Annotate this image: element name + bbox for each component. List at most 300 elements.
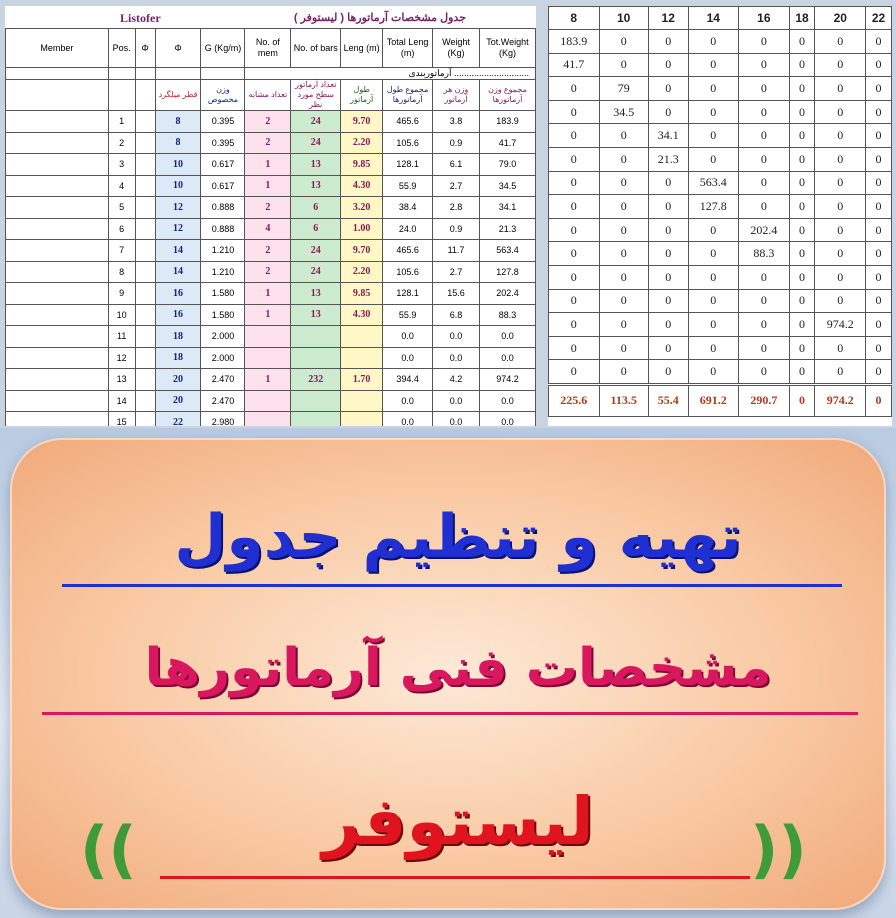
total-length-cell: 465.6 bbox=[383, 111, 433, 133]
length-cell: 1.70 bbox=[341, 369, 383, 391]
weight-value-cell: 0 bbox=[648, 289, 688, 313]
weight-value-cell: 0 bbox=[688, 242, 739, 266]
header-cell: G (Kg/m) bbox=[201, 29, 245, 68]
unit-weight-cell: 2.470 bbox=[201, 369, 245, 391]
header-cell: No. of bars bbox=[291, 29, 341, 68]
total-weight-cell: 41.7 bbox=[479, 132, 535, 154]
weight-value-cell: 0 bbox=[739, 289, 790, 313]
phi-cell bbox=[135, 218, 155, 240]
total-length-cell: 128.1 bbox=[383, 154, 433, 176]
weight-cell: 2.8 bbox=[433, 197, 480, 219]
fa-header-row bbox=[6, 80, 536, 111]
weights-row bbox=[549, 30, 892, 54]
header-cell: Φ bbox=[155, 29, 201, 68]
table-row bbox=[6, 197, 536, 219]
weight-value-cell: 0 bbox=[549, 218, 600, 242]
weight-value-cell: 0 bbox=[866, 218, 892, 242]
weight-value-cell: 0 bbox=[789, 100, 815, 124]
weight-value-cell: 0 bbox=[789, 218, 815, 242]
total-length-cell: 465.6 bbox=[383, 240, 433, 262]
total-weight-cell: 0.0 bbox=[479, 326, 535, 348]
weight-value-cell: 0 bbox=[789, 313, 815, 337]
weight-value-cell: 0 bbox=[599, 265, 648, 289]
weight-value-cell: 0 bbox=[688, 336, 739, 360]
unit-weight-cell: 1.210 bbox=[201, 261, 245, 283]
fa-header-cell: طول آرماتور bbox=[341, 80, 383, 111]
total-cell: 290.7 bbox=[739, 384, 790, 416]
table-row bbox=[6, 369, 536, 391]
weight-value-cell: 0 bbox=[549, 265, 600, 289]
weight-value-cell: 0 bbox=[648, 265, 688, 289]
weight-value-cell: 0 bbox=[599, 313, 648, 337]
total-length-cell: 0.0 bbox=[383, 390, 433, 412]
weights-row bbox=[549, 336, 892, 360]
weight-cell: 2.7 bbox=[433, 175, 480, 197]
length-cell: 4.30 bbox=[341, 175, 383, 197]
length-cell bbox=[341, 412, 383, 427]
diameter-header-cell: 16 bbox=[739, 7, 790, 30]
fa-header-cell: تعداد آرماتور سطح مورد نظر bbox=[291, 80, 341, 111]
total-length-cell: 24.0 bbox=[383, 218, 433, 240]
diameter-cell: 10 bbox=[155, 154, 201, 176]
diameter-cell: 16 bbox=[155, 283, 201, 305]
member-cell bbox=[6, 154, 109, 176]
weights-row bbox=[549, 195, 892, 219]
header-cell: Total Leng (m) bbox=[383, 29, 433, 68]
length-cell bbox=[341, 390, 383, 412]
table-row bbox=[6, 175, 536, 197]
no-of-mem-cell: 1 bbox=[245, 175, 291, 197]
weight-value-cell: 0 bbox=[789, 30, 815, 54]
weight-value-cell: 0 bbox=[549, 171, 600, 195]
member-cell bbox=[6, 412, 109, 427]
no-of-bars-cell: 6 bbox=[291, 197, 341, 219]
weight-value-cell: 0 bbox=[648, 242, 688, 266]
pos-cell: 8 bbox=[108, 261, 135, 283]
weight-value-cell: 0 bbox=[815, 289, 866, 313]
diameter-header-cell: 12 bbox=[648, 7, 688, 30]
weight-value-cell: 0 bbox=[789, 360, 815, 385]
unit-weight-cell: 2.000 bbox=[201, 326, 245, 348]
no-of-mem-cell: 1 bbox=[245, 283, 291, 305]
weight-value-cell: 0 bbox=[866, 313, 892, 337]
no-of-mem-cell: 2 bbox=[245, 240, 291, 262]
table-row bbox=[6, 261, 536, 283]
weight-value-cell: 0 bbox=[599, 360, 648, 385]
weight-value-cell: 0 bbox=[688, 124, 739, 148]
diameter-cell: 22 bbox=[155, 412, 201, 427]
weight-value-cell: 0 bbox=[648, 77, 688, 101]
length-cell: 1.00 bbox=[341, 218, 383, 240]
pos-cell: 9 bbox=[108, 283, 135, 305]
banner-area bbox=[0, 428, 896, 918]
weight-value-cell: 0 bbox=[815, 218, 866, 242]
no-of-bars-cell: 24 bbox=[291, 111, 341, 133]
no-of-bars-cell: 232 bbox=[291, 369, 341, 391]
total-weight-cell: 0.0 bbox=[479, 412, 535, 427]
no-of-bars-cell: 24 bbox=[291, 261, 341, 283]
weights-by-diameter-table bbox=[548, 6, 892, 417]
unit-weight-cell: 1.580 bbox=[201, 283, 245, 305]
length-cell: 2.20 bbox=[341, 132, 383, 154]
weights-row bbox=[549, 360, 892, 385]
length-cell: 9.85 bbox=[341, 154, 383, 176]
phi-cell bbox=[135, 412, 155, 427]
pos-cell: 4 bbox=[108, 175, 135, 197]
fa-header-cell: قطر میلگرد bbox=[155, 80, 201, 111]
weight-value-cell: 0 bbox=[739, 100, 790, 124]
weight-value-cell: 0 bbox=[789, 336, 815, 360]
diameter-cell: 16 bbox=[155, 304, 201, 326]
weight-value-cell: 0 bbox=[866, 147, 892, 171]
weight-value-cell: 0 bbox=[549, 100, 600, 124]
total-cell: 691.2 bbox=[688, 384, 739, 416]
blank-cell bbox=[135, 68, 155, 80]
weight-cell: 4.2 bbox=[433, 369, 480, 391]
weight-value-cell: 0 bbox=[739, 147, 790, 171]
table-row bbox=[6, 240, 536, 262]
weight-value-cell: 0 bbox=[688, 147, 739, 171]
total-length-cell: 105.6 bbox=[383, 261, 433, 283]
weight-value-cell: 0 bbox=[789, 242, 815, 266]
length-cell: 3.20 bbox=[341, 197, 383, 219]
weight-value-cell: 0 bbox=[739, 360, 790, 385]
quote-close: )) bbox=[750, 813, 807, 886]
weight-value-cell: 0 bbox=[866, 30, 892, 54]
diameter-header-cell: 14 bbox=[688, 7, 739, 30]
weight-value-cell: 0 bbox=[648, 313, 688, 337]
weight-value-cell: 127.8 bbox=[688, 195, 739, 219]
diameter-cell: 20 bbox=[155, 369, 201, 391]
table-title: Listofer bbox=[120, 11, 161, 25]
diameter-cell: 18 bbox=[155, 326, 201, 348]
total-cell: 0 bbox=[789, 384, 815, 416]
total-weight-cell: 0.0 bbox=[479, 390, 535, 412]
length-cell: 4.30 bbox=[341, 304, 383, 326]
line-2-underline bbox=[42, 712, 858, 715]
table-row bbox=[6, 390, 536, 412]
total-weight-cell: 34.5 bbox=[479, 175, 535, 197]
weight-value-cell: 0 bbox=[688, 30, 739, 54]
member-cell bbox=[6, 347, 109, 369]
member-cell bbox=[6, 283, 109, 305]
weights-row bbox=[549, 53, 892, 77]
diameter-cell: 10 bbox=[155, 175, 201, 197]
weight-value-cell: 0 bbox=[815, 195, 866, 219]
no-of-bars-cell: 13 bbox=[291, 304, 341, 326]
no-of-mem-cell: 2 bbox=[245, 197, 291, 219]
weight-value-cell: 0 bbox=[599, 289, 648, 313]
weight-value-cell: 0 bbox=[789, 265, 815, 289]
unit-weight-cell: 0.888 bbox=[201, 197, 245, 219]
member-cell bbox=[6, 240, 109, 262]
weight-value-cell: 34.1 bbox=[648, 124, 688, 148]
weight-cell: 11.7 bbox=[433, 240, 480, 262]
weight-value-cell: 0 bbox=[789, 77, 815, 101]
weight-value-cell: 0 bbox=[549, 195, 600, 219]
weight-cell: 6.1 bbox=[433, 154, 480, 176]
weight-value-cell: 0 bbox=[739, 124, 790, 148]
member-cell bbox=[6, 390, 109, 412]
total-weight-cell: 21.3 bbox=[479, 218, 535, 240]
total-cell: 974.2 bbox=[815, 384, 866, 416]
weight-value-cell: 0 bbox=[549, 77, 600, 101]
weight-value-cell: 0 bbox=[688, 289, 739, 313]
weight-value-cell: 0 bbox=[549, 147, 600, 171]
total-length-cell: 394.4 bbox=[383, 369, 433, 391]
weight-value-cell: 0 bbox=[739, 171, 790, 195]
no-of-mem-cell: 2 bbox=[245, 111, 291, 133]
header-row bbox=[6, 29, 536, 68]
weight-value-cell: 21.3 bbox=[648, 147, 688, 171]
phi-cell bbox=[135, 304, 155, 326]
total-weight-cell: 34.1 bbox=[479, 197, 535, 219]
length-cell: 9.70 bbox=[341, 240, 383, 262]
weight-value-cell: 0 bbox=[688, 360, 739, 385]
phi-cell bbox=[135, 347, 155, 369]
weight-value-cell: 0 bbox=[789, 289, 815, 313]
member-cell bbox=[6, 218, 109, 240]
weight-cell: 0.0 bbox=[433, 326, 480, 348]
total-cell: 113.5 bbox=[599, 384, 648, 416]
no-of-mem-cell: 2 bbox=[245, 261, 291, 283]
weights-row bbox=[549, 77, 892, 101]
member-cell bbox=[6, 326, 109, 348]
pos-cell: 1 bbox=[108, 111, 135, 133]
weight-value-cell: 0 bbox=[815, 77, 866, 101]
member-cell bbox=[6, 111, 109, 133]
weight-value-cell: 0 bbox=[789, 171, 815, 195]
total-weight-cell: 202.4 bbox=[479, 283, 535, 305]
diameter-cell: 14 bbox=[155, 261, 201, 283]
unit-weight-cell: 1.210 bbox=[201, 240, 245, 262]
weight-value-cell: 0 bbox=[866, 242, 892, 266]
weight-cell: 2.7 bbox=[433, 261, 480, 283]
line-3-underline bbox=[160, 876, 750, 879]
weight-value-cell: 0 bbox=[648, 53, 688, 77]
weight-value-cell: 0 bbox=[866, 289, 892, 313]
weight-value-cell: 0 bbox=[648, 195, 688, 219]
phi-cell bbox=[135, 261, 155, 283]
diameter-cell: 20 bbox=[155, 390, 201, 412]
weight-value-cell: 0 bbox=[815, 147, 866, 171]
weights-row bbox=[549, 313, 892, 337]
weight-value-cell: 563.4 bbox=[688, 171, 739, 195]
blank-cell bbox=[108, 68, 135, 80]
phi-cell bbox=[135, 175, 155, 197]
table-row bbox=[6, 326, 536, 348]
weight-value-cell: 0 bbox=[789, 53, 815, 77]
totals-row bbox=[549, 384, 892, 416]
total-weight-cell: 974.2 bbox=[479, 369, 535, 391]
total-length-cell: 55.9 bbox=[383, 175, 433, 197]
banner-line-3: لیستوفر bbox=[322, 783, 594, 860]
weight-value-cell: 0 bbox=[688, 100, 739, 124]
weight-value-cell: 0 bbox=[688, 77, 739, 101]
weight-cell: 6.8 bbox=[433, 304, 480, 326]
no-of-bars-cell bbox=[291, 347, 341, 369]
weight-value-cell: 0 bbox=[866, 265, 892, 289]
pos-cell: 5 bbox=[108, 197, 135, 219]
total-length-cell: 55.9 bbox=[383, 304, 433, 326]
member-cell bbox=[6, 197, 109, 219]
phi-cell bbox=[135, 326, 155, 348]
weight-value-cell: 0 bbox=[866, 336, 892, 360]
weight-value-cell: 0 bbox=[549, 360, 600, 385]
unit-weight-cell: 2.000 bbox=[201, 347, 245, 369]
table-row bbox=[6, 304, 536, 326]
pos-cell: 2 bbox=[108, 132, 135, 154]
header-cell: Tot.Weight (Kg) bbox=[479, 29, 535, 68]
weight-value-cell: 0 bbox=[739, 195, 790, 219]
weight-cell: 0.9 bbox=[433, 132, 480, 154]
member-cell bbox=[6, 261, 109, 283]
pos-cell: 7 bbox=[108, 240, 135, 262]
phi-cell bbox=[135, 390, 155, 412]
pos-cell: 10 bbox=[108, 304, 135, 326]
banner-line-1: تهیه و تنظیم جدول bbox=[174, 502, 742, 572]
phi-cell bbox=[135, 240, 155, 262]
total-cell: 225.6 bbox=[549, 384, 600, 416]
diameter-header-cell: 10 bbox=[599, 7, 648, 30]
weight-value-cell: 0 bbox=[815, 53, 866, 77]
no-of-mem-cell bbox=[245, 412, 291, 427]
weight-value-cell: 0 bbox=[789, 124, 815, 148]
length-cell bbox=[341, 326, 383, 348]
weight-cell: 0.0 bbox=[433, 347, 480, 369]
length-cell: 9.70 bbox=[341, 111, 383, 133]
weight-value-cell: 0 bbox=[688, 265, 739, 289]
table-title-fa: جدول مشخصات آرماتورها ( لیستوفر ) bbox=[293, 12, 466, 24]
total-weight-cell: 183.9 bbox=[479, 111, 535, 133]
weight-cell: 0.0 bbox=[433, 412, 480, 427]
weight-value-cell: 0 bbox=[688, 53, 739, 77]
pos-cell: 13 bbox=[108, 369, 135, 391]
weight-value-cell: 0 bbox=[599, 195, 648, 219]
no-of-bars-cell: 24 bbox=[291, 240, 341, 262]
weights-row bbox=[549, 289, 892, 313]
weight-value-cell: 0 bbox=[549, 242, 600, 266]
weight-value-cell: 0 bbox=[789, 195, 815, 219]
weight-value-cell: 0 bbox=[599, 147, 648, 171]
phi-cell bbox=[135, 111, 155, 133]
weights-row bbox=[549, 265, 892, 289]
weight-value-cell: 0 bbox=[648, 30, 688, 54]
pos-cell: 14 bbox=[108, 390, 135, 412]
table-row bbox=[6, 283, 536, 305]
no-of-mem-cell: 1 bbox=[245, 154, 291, 176]
weight-value-cell: 0 bbox=[815, 171, 866, 195]
weight-value-cell: 0 bbox=[549, 313, 600, 337]
member-cell bbox=[6, 132, 109, 154]
total-weight-cell: 0.0 bbox=[479, 347, 535, 369]
weight-value-cell: 0 bbox=[815, 265, 866, 289]
diameter-cell: 12 bbox=[155, 218, 201, 240]
no-of-bars-cell bbox=[291, 326, 341, 348]
weight-value-cell: 0 bbox=[648, 336, 688, 360]
weights-row bbox=[549, 171, 892, 195]
weight-value-cell: 0 bbox=[688, 313, 739, 337]
total-weight-cell: 127.8 bbox=[479, 261, 535, 283]
diameter-header-cell: 18 bbox=[789, 7, 815, 30]
weight-value-cell: 0 bbox=[648, 218, 688, 242]
weight-value-cell: 0 bbox=[866, 53, 892, 77]
blank-cell bbox=[6, 68, 109, 80]
unit-weight-cell: 2.980 bbox=[201, 412, 245, 427]
weights-row bbox=[549, 100, 892, 124]
no-of-bars-cell bbox=[291, 390, 341, 412]
table-row bbox=[6, 154, 536, 176]
weight-value-cell: 0 bbox=[549, 289, 600, 313]
total-length-cell: 0.0 bbox=[383, 412, 433, 427]
weight-value-cell: 974.2 bbox=[815, 313, 866, 337]
fa-header-cell bbox=[108, 80, 135, 111]
weight-cell: 15.6 bbox=[433, 283, 480, 305]
weight-value-cell: 183.9 bbox=[549, 30, 600, 54]
total-length-cell: 0.0 bbox=[383, 326, 433, 348]
table-row bbox=[6, 218, 536, 240]
no-of-bars-cell: 13 bbox=[291, 283, 341, 305]
listofer-table-panel bbox=[5, 6, 536, 426]
unit-weight-cell: 0.617 bbox=[201, 154, 245, 176]
weight-value-cell: 88.3 bbox=[739, 242, 790, 266]
weight-value-cell: 34.5 bbox=[599, 100, 648, 124]
header-cell: Member bbox=[6, 29, 109, 68]
phi-cell bbox=[135, 283, 155, 305]
banner-card bbox=[10, 438, 886, 910]
blank-cell bbox=[201, 68, 245, 80]
section-row bbox=[6, 68, 536, 80]
no-of-mem-cell bbox=[245, 390, 291, 412]
pos-cell: 11 bbox=[108, 326, 135, 348]
no-of-bars-cell bbox=[291, 412, 341, 427]
banner-line-2: مشخصات فنی آرماتورها bbox=[144, 638, 772, 698]
blank-cell bbox=[155, 68, 201, 80]
weight-value-cell: 0 bbox=[688, 218, 739, 242]
weight-value-cell: 0 bbox=[866, 100, 892, 124]
weight-value-cell: 0 bbox=[739, 77, 790, 101]
diameter-header-cell: 20 bbox=[815, 7, 866, 30]
total-weight-cell: 88.3 bbox=[479, 304, 535, 326]
diameter-cell: 12 bbox=[155, 197, 201, 219]
no-of-mem-cell: 4 bbox=[245, 218, 291, 240]
unit-weight-cell: 2.470 bbox=[201, 390, 245, 412]
diameter-weights-panel bbox=[548, 6, 892, 426]
header-cell: Pos. bbox=[108, 29, 135, 68]
no-of-mem-cell: 1 bbox=[245, 304, 291, 326]
weight-value-cell: 0 bbox=[866, 171, 892, 195]
phi-cell bbox=[135, 154, 155, 176]
no-of-bars-cell: 13 bbox=[291, 154, 341, 176]
weight-value-cell: 0 bbox=[648, 171, 688, 195]
weights-row bbox=[549, 147, 892, 171]
weight-value-cell: 0 bbox=[648, 360, 688, 385]
no-of-bars-cell: 6 bbox=[291, 218, 341, 240]
pos-cell: 3 bbox=[108, 154, 135, 176]
header-cell: Φ bbox=[135, 29, 155, 68]
no-of-bars-cell: 13 bbox=[291, 175, 341, 197]
total-weight-cell: 79.0 bbox=[479, 154, 535, 176]
table-row bbox=[6, 111, 536, 133]
fa-header-cell: وزن هر آرماتور bbox=[433, 80, 480, 111]
weight-value-cell: 0 bbox=[739, 265, 790, 289]
phi-cell bbox=[135, 197, 155, 219]
diameter-header-cell: 22 bbox=[866, 7, 892, 30]
fa-header-cell bbox=[6, 80, 109, 111]
weight-value-cell: 0 bbox=[549, 124, 600, 148]
weights-row bbox=[549, 124, 892, 148]
diameter-cell: 18 bbox=[155, 347, 201, 369]
